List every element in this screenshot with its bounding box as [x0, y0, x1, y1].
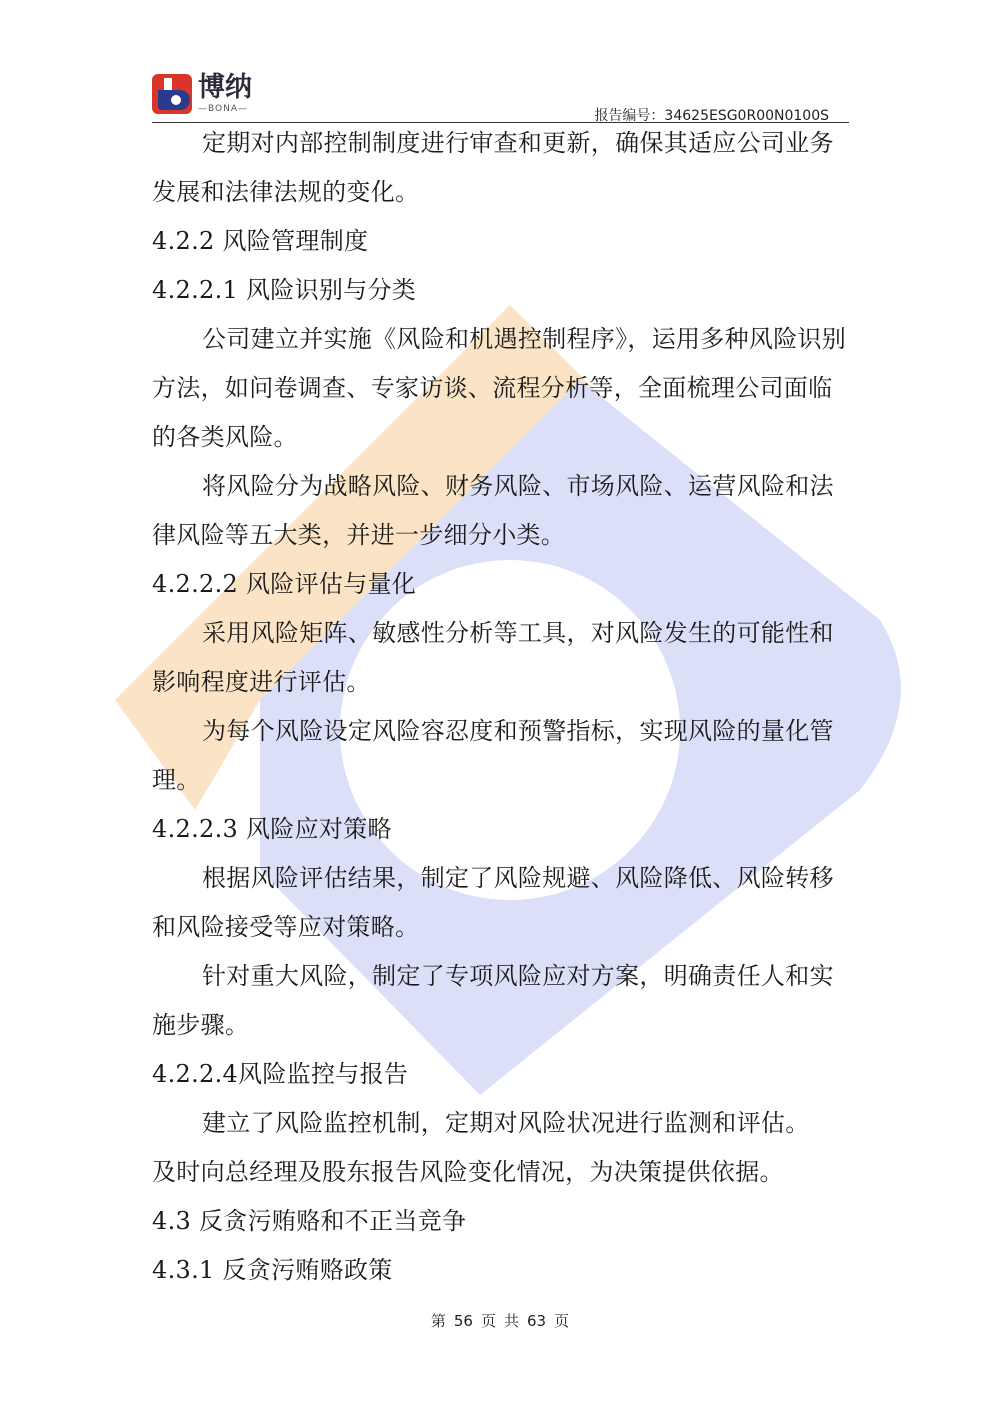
section-heading: 4.2.2 风险管理制度 — [152, 227, 369, 255]
logo-text-en: —BONA— — [198, 104, 248, 114]
page-header — [152, 72, 849, 124]
paragraph: 将风险分为战略风险、财务风险、市场风险、运营风险和法律风险等五大类，并进一步细分小类。 — [152, 472, 834, 549]
footer-suffix: 页 — [554, 1312, 570, 1330]
footer-prefix: 第 — [430, 1312, 446, 1330]
document-body — [152, 119, 852, 1295]
paragraph: 针对重大风险，制定了专项风险应对方案，明确责任人和实施步骤。 — [152, 962, 834, 1039]
paragraph: 为每个风险设定风险容忍度和预警指标，实现风险的量化管理。 — [152, 717, 834, 794]
current-page-number: 56 — [453, 1312, 473, 1330]
section-heading: 4.3.1 反贪污贿赂政策 — [152, 1256, 393, 1284]
logo-text-cn: 博纳 — [198, 72, 252, 103]
footer-page-label: 页 — [480, 1312, 496, 1330]
paragraph: 根据风险评估结果，制定了风险规避、风险降低、风险转移和风险接受等应对策略。 — [152, 864, 834, 941]
report-number: 报告编号：34625ESG0R00N0100S — [594, 108, 829, 124]
paragraph: 定期对内部控制制度进行审查和更新，确保其适应公司业务发展和法律法规的变化。 — [152, 129, 834, 206]
total-page-number: 63 — [527, 1312, 547, 1330]
section-heading: 4.2.2.4风险监控与报告 — [152, 1060, 409, 1088]
bona-logo-icon — [152, 74, 192, 114]
section-heading: 4.2.2.3 风险应对策略 — [152, 815, 392, 843]
company-logo — [152, 72, 262, 118]
paragraph: 建立了风险监控机制，定期对风险状况进行监测和评估。 — [202, 1109, 810, 1137]
paragraph-continuation: 及时向总经理及股东报告风险变化情况，为决策提供依据。 — [152, 1158, 784, 1186]
footer-total-label: 共 — [504, 1312, 520, 1330]
logo-text-en-label: BONA — [208, 104, 238, 114]
section-heading: 4.2.2.2 风险评估与量化 — [152, 570, 417, 598]
page-footer — [0, 1310, 1000, 1331]
section-heading: 4.3 反贪污贿赂和不正当竞争 — [152, 1207, 467, 1235]
paragraph: 采用风险矩阵、敏感性分析等工具，对风险发生的可能性和影响程度进行评估。 — [152, 619, 834, 696]
section-heading: 4.2.2.1 风险识别与分类 — [152, 276, 417, 304]
paragraph: 公司建立并实施《风险和机遇控制程序》，运用多种风险识别方法，如问卷调查、专家访谈、流程分析等，全面梳理公司面临的各类风险。 — [152, 325, 847, 451]
